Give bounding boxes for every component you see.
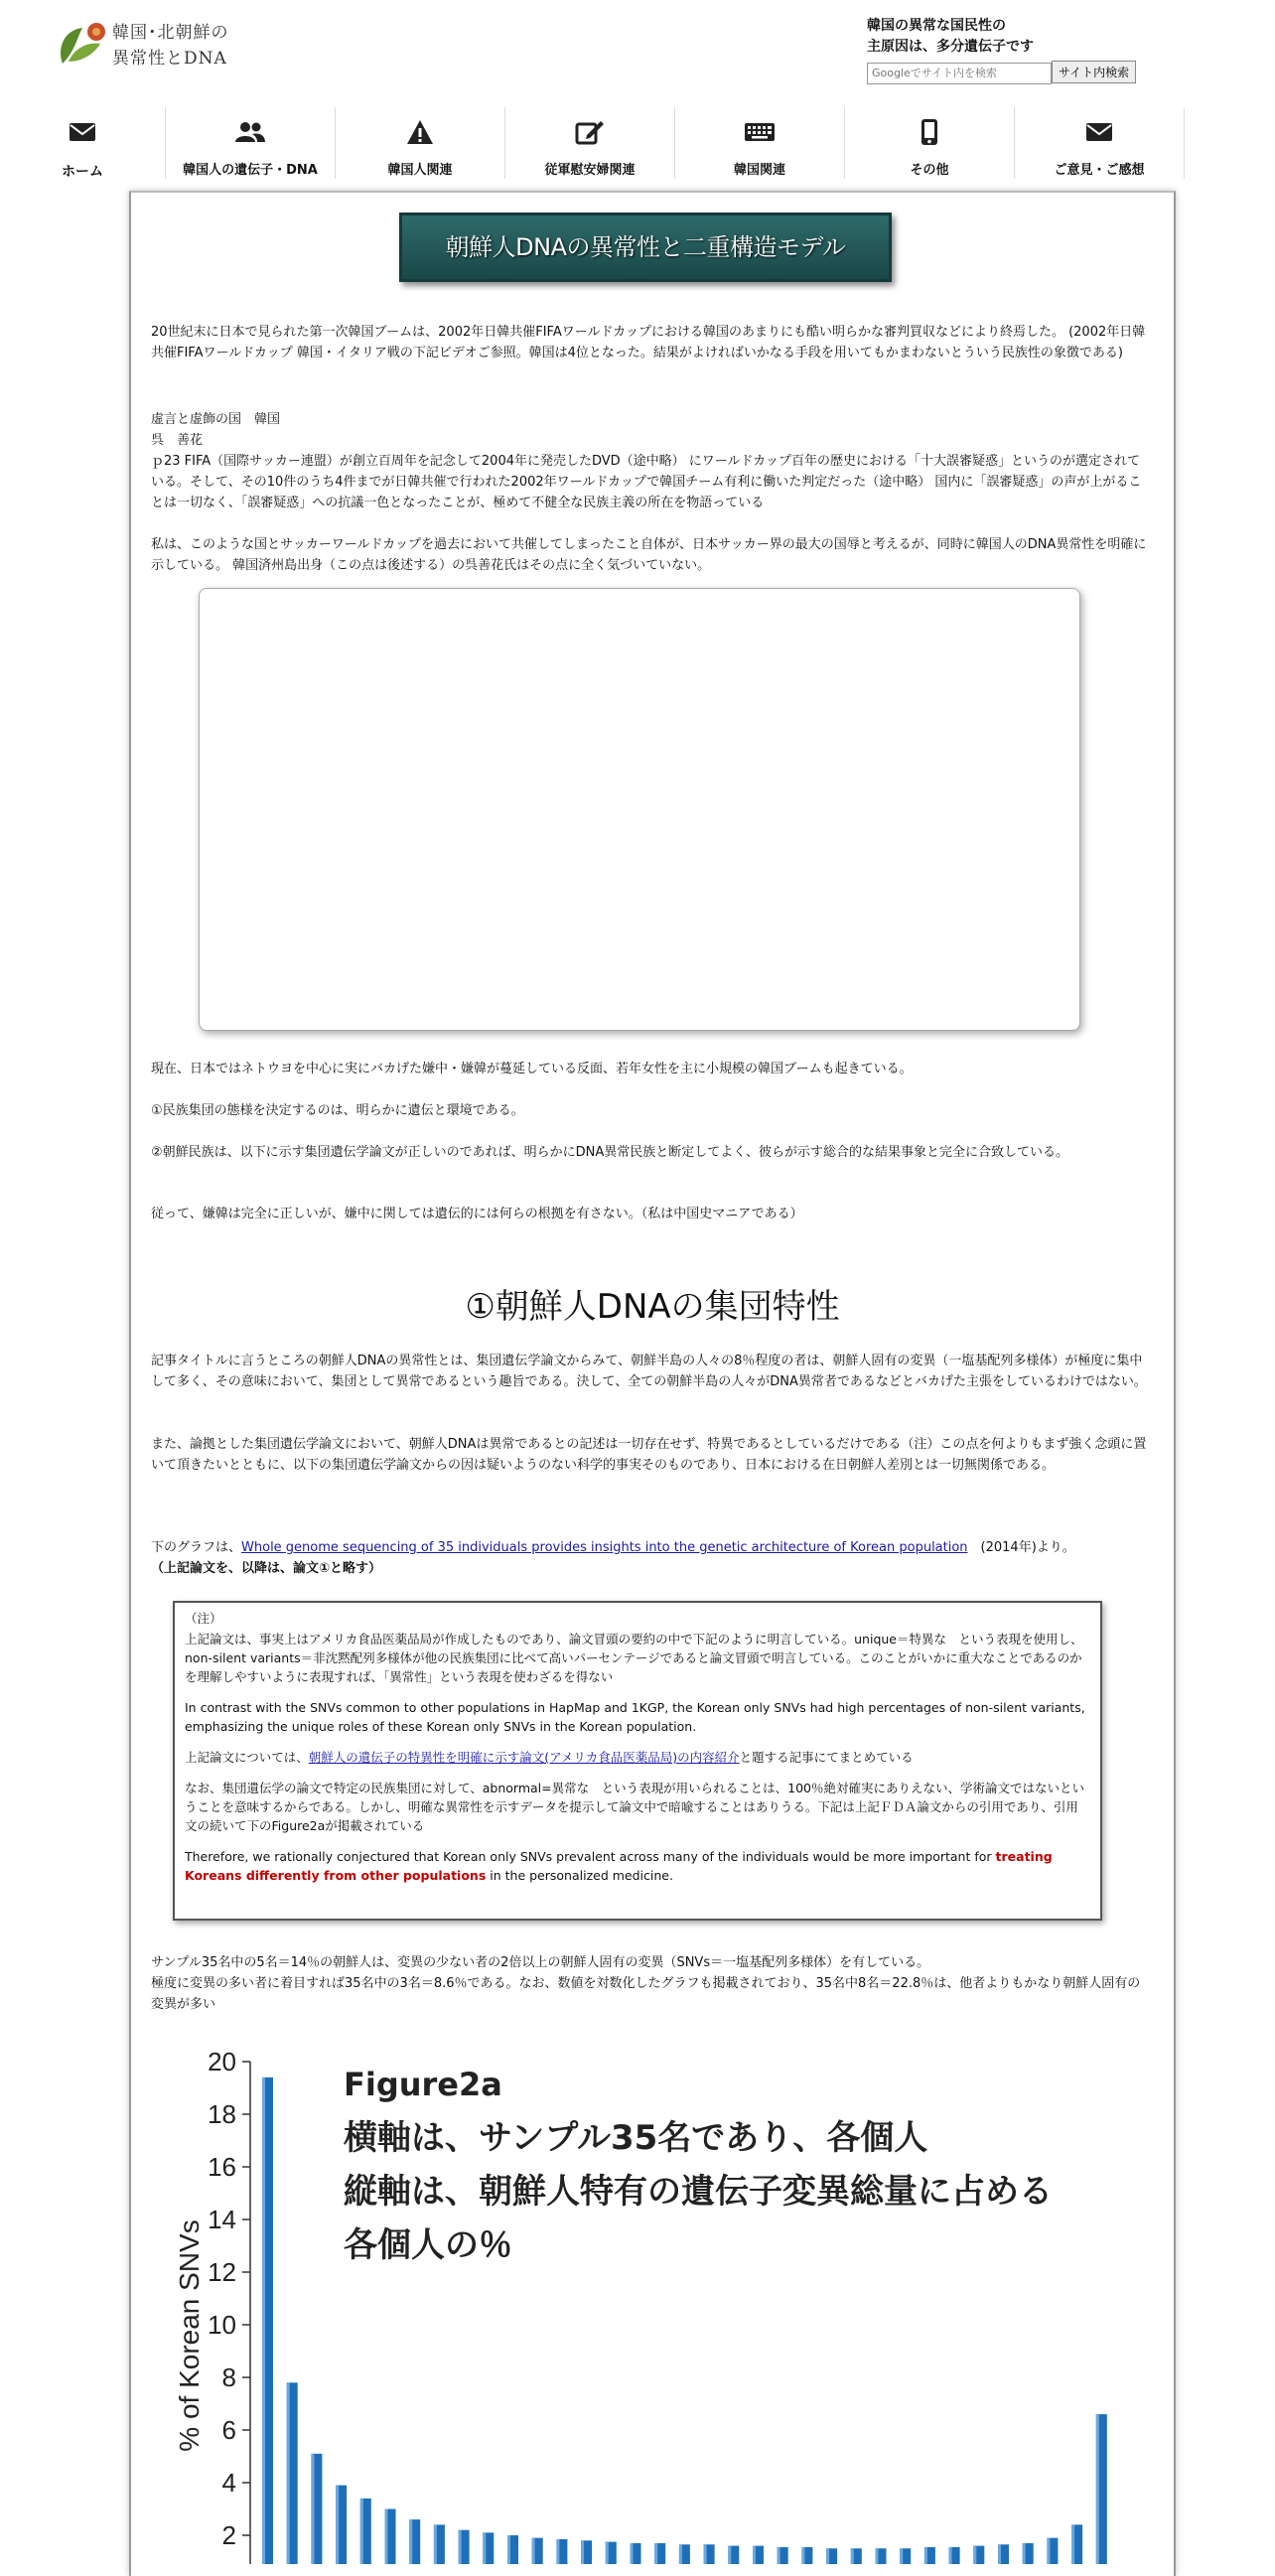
chart-bar-highlight — [631, 2543, 634, 2564]
chart-bar-highlight — [385, 2509, 388, 2565]
nav-item-dna[interactable] — [166, 107, 336, 179]
chart-bar-highlight — [876, 2548, 879, 2564]
y-tick-label: 20 — [208, 2048, 236, 2076]
chart-bar-highlight — [900, 2548, 903, 2564]
tagline-line1: 韓国の異常な国民性の — [867, 18, 1006, 34]
quote-text: in the personalized medicine. — [486, 1868, 673, 1883]
note-box — [173, 1601, 1102, 1921]
source-prefix: 下のグラフは、 — [151, 1540, 242, 1555]
warning-icon — [406, 119, 434, 145]
main-nav — [0, 107, 1188, 182]
section-heading: ①朝鮮人DNAの集団特性 — [465, 1287, 840, 1327]
paragraph-source — [151, 1537, 1149, 1579]
paper-link[interactable]: Whole genome sequencing of 35 individuals provides insights into the genetic architecture of Korean population — [241, 1540, 968, 1555]
quote-body: ｐ23 FIFA（国際サッカー連盟）が創立百周年を記念して2004年に発売したDVD（途中略） にワールドカップ百年の歴史における「十大誤審疑惑」というのが選定されている。そして、その10件のうち4件までが日韓共催で行われた2002年ワールドカップで韓国チーム有利に働いた判定だった（途中略） 国内に「誤審疑惑」の声が上がることは一切なく、「誤審疑惑」への抗議一色となったことが、極めて不健全な民族主義の所在を物語っている — [151, 454, 1142, 510]
site-header — [0, 0, 1275, 99]
abbreviation-note: （上記論文を、以降は、論文①と略す） — [151, 1561, 382, 1576]
chart-bar-highlight — [556, 2539, 559, 2564]
edit-icon — [575, 119, 605, 145]
site-search — [867, 61, 1136, 84]
chart-bar-highlight — [851, 2548, 854, 2564]
summary-article-link[interactable]: 朝鮮人の遺伝子の特異性を明確に示す論文(アメリカ食品医薬品局)の内容紹介 — [308, 1750, 740, 1765]
paragraph-definition: 記事タイトルに言うところの朝鮮人DNAの異常性とは、集団遺伝学論文からみて、朝鮮半島の人々の8％程度の者は、朝鮮人固有の変異（一塩基配列多様体）が極度に集中して多く、その意味において、集団として異常であるという趣旨である。決して、全ての朝鮮半島の人々がDNA異常者であるなどとバカげた主張をしているわけではない。 — [151, 1354, 1147, 1389]
chart-bar-highlight — [973, 2546, 976, 2564]
chart-bar-highlight — [679, 2544, 682, 2564]
nav-label: ホーム — [62, 164, 103, 180]
chart-bar-highlight — [532, 2538, 535, 2564]
nav-item-other[interactable] — [845, 107, 1015, 179]
mail-icon — [1085, 121, 1113, 143]
chart-bar-highlight — [336, 2486, 339, 2564]
nav-item-korea[interactable] — [675, 107, 845, 179]
quote-author: 呉 善花 — [151, 433, 204, 448]
chart-bar-highlight — [924, 2547, 927, 2564]
y-tick-label: 14 — [208, 2205, 236, 2234]
embedded-video[interactable] — [199, 588, 1080, 1031]
users-icon — [234, 120, 266, 144]
nav-label: その他 — [910, 163, 949, 178]
nav-item-comfort-women[interactable] — [505, 107, 675, 179]
nav-item-koreans[interactable] — [336, 107, 505, 179]
note-link-prefix: 上記論文については、 — [185, 1750, 309, 1765]
article-title: 朝鮮人DNAの異常性と二重構造モデル — [399, 213, 892, 282]
y-tick-label: 10 — [208, 2310, 236, 2340]
chart-bar-highlight — [778, 2547, 780, 2564]
chart-bar-highlight — [728, 2546, 731, 2564]
nav-label: 韓国人関連 — [387, 163, 453, 178]
chart-bar-highlight — [998, 2544, 1001, 2564]
figure-title-line: 横軸は、サンプル35名であり、各個人 — [344, 2118, 928, 2158]
y-tick-label: 8 — [221, 2362, 236, 2392]
chart-bar-highlight — [483, 2532, 486, 2564]
chart-bar-highlight — [311, 2454, 314, 2564]
quote-block — [151, 409, 1149, 513]
mobile-icon — [921, 118, 938, 146]
figure-title-line: Figure2a — [344, 2066, 502, 2103]
chart-bar-highlight — [1071, 2524, 1074, 2564]
source-suffix: (2014年)より。 — [967, 1540, 1075, 1555]
note-quote-conclusion — [185, 1847, 1090, 1885]
y-tick-label: 6 — [221, 2415, 236, 2445]
nav-label: 韓国人の遺伝子・DNA — [183, 163, 318, 178]
mail-icon — [69, 121, 96, 143]
y-tick-label: 16 — [208, 2152, 236, 2182]
nav-item-feedback[interactable] — [1015, 107, 1185, 179]
y-tick-label: 18 — [208, 2099, 236, 2129]
search-button[interactable]: サイト内検索 — [1052, 61, 1136, 83]
note-link-suffix: と題する記事にてまとめている — [739, 1750, 914, 1765]
paragraph-sample — [151, 1952, 1149, 2015]
nav-label: 韓国関連 — [733, 163, 785, 178]
chart-bar-highlight — [360, 2499, 363, 2564]
paragraph-conclusion: 従って、嫌韓は完全に正しいが、嫌中に関しては遺伝的には何らの根拠を有さない。（私は中国史マニアである） — [151, 1207, 803, 1221]
chart-bar-highlight — [704, 2544, 707, 2564]
paragraph-intro: 20世紀末に日本で見られた第一次韓国ブームは、2002年日韓共催FIFAワールドカップにおける韓国のあまりにも酷い明らかな審判買収などにより終焉した。 (2002年日韓共催FIFAワールドカップ 韓国・イタリア戦の下記ビデオご参照。韓国は4位となった。結果がよければいかなる手段を用いてもかまわないとういう民族性の象徴である) — [151, 325, 1146, 360]
chart-bar-highlight — [1047, 2538, 1050, 2564]
search-input[interactable] — [867, 63, 1052, 84]
keyboard-icon — [744, 121, 776, 143]
nav-item-home[interactable] — [0, 107, 166, 179]
paragraph-disclaimer: また、論拠とした集団遺伝学論文において、朝鮮人DNAは異常であるとの記述は一切存在せず、特異であるとしているだけである（注）この点を何よりもまず強く念頭に置いて頂きたいとともに、以下の集団遺伝学論文からの因は疑いようのない科学的事実そのものであり、日本における在日朝鮮人差別とは一切無関係である。 — [151, 1437, 1147, 1473]
tagline-line2: 主原因は、多分遺伝子です — [867, 39, 1034, 55]
chart-bar-highlight — [581, 2540, 584, 2564]
site-logo[interactable] — [55, 18, 283, 77]
note-paragraph: なお、集団遺伝学の論文で特定の民族集団に対して、abnormal=異常な という表現が用いられることは、100％絶対確実にありえない、学術論文ではないということを意味するからである。しかし、明確な異常性を示すデータを提示して論文中で暗喩することはありうる。下記は上記ＦＤＡ論文からの引用であり、引用文の続いて下のFigure2aが掲載されている — [185, 1781, 1084, 1833]
chart-bar-highlight — [826, 2548, 829, 2564]
y-axis-label: % of Korean SNVs — [174, 2219, 205, 2452]
figure2a-chart — [149, 2048, 1152, 2564]
note-paragraph-link — [185, 1748, 1090, 1767]
figure-title-line: 縦軸は、朝鮮人特有の遺伝子変異総量に占める — [344, 2172, 1053, 2212]
chart-bar-highlight — [753, 2546, 756, 2564]
y-tick-label: 4 — [221, 2468, 236, 2498]
y-tick-label: 2 — [221, 2520, 236, 2550]
logo-line2: 異常性とDNA — [112, 49, 227, 69]
leaf-logo-icon — [55, 18, 110, 70]
quote-highlight: treating Koreans differently from other populations — [185, 1849, 1053, 1883]
paragraph-point1: ①民族集団の態様を決定するのは、明らかに遺伝と環境である。 — [151, 1103, 524, 1118]
chart-bar-highlight — [949, 2547, 952, 2564]
chart-bar-highlight — [459, 2530, 462, 2564]
chart-bar-highlight — [1023, 2543, 1026, 2564]
note-quote-english: In contrast with the SNVs common to other populations in HapMap and 1KGP, the Korean only SNVs had high percentages of non-silent variants, emphasizing the unique roles of these Korean only SNVs in the Korean population. — [185, 1700, 1085, 1734]
chart-bar-highlight — [801, 2547, 804, 2564]
y-tick-label: 12 — [208, 2257, 236, 2287]
figure-title-line: 各個人の％ — [344, 2225, 512, 2265]
paragraph-point2: ②朝鮮民族は、以下に示す集団遺伝学論文が正しいのであれば、明らかにDNA異常民族と断定してよく、彼らが示す総合的な結果事象と完全に合致している。 — [151, 1145, 1069, 1160]
sample-line2: 極度に変異の多い者に着目すれば35名中の3名＝8.6％である。なお、数値を対数化したグラフも掲載されており、35名中8名＝22.8％は、他者よりもかなり朝鮮人固有の変異が多い — [151, 1976, 1141, 2012]
chart-bar-highlight — [287, 2382, 290, 2564]
chart-bar-highlight — [434, 2524, 437, 2564]
nav-label: 従軍慰安婦関連 — [544, 163, 636, 178]
site-tagline — [867, 16, 1034, 58]
chart-bar-highlight — [409, 2519, 412, 2564]
nav-label: ご意見・ご感想 — [1054, 163, 1145, 178]
paragraph-boom: 現在、日本ではネトウヨを中心に実にバカげた嫌中・嫌韓が蔓延している反面、若年女性を主に小規模の韓国ブームも起きている。 — [151, 1062, 913, 1076]
quote-text: Therefore, we rationally conjectured that Korean only SNVs prevalent across many of the individuals would be more important for — [185, 1849, 996, 1864]
logo-line1: 韓国･北朝鮮の — [112, 23, 229, 43]
note-heading: （注） — [185, 1611, 222, 1626]
chart-bar-highlight — [654, 2543, 657, 2564]
paragraph-opinion: 私は、このような国とサッカーワールドカップを過去において共催してしまったこと自体が、日本サッカー界の最大の国辱と考えるが、同時に韓国人のDNA異常性を明確に示している。 韓国済州島出身（この点は後述する）の呉善花氏はその点に全く気づいていない。 — [151, 537, 1147, 573]
chart-bar-highlight — [606, 2542, 609, 2564]
quote-book-title: 虚言と虚飾の国 韓国 — [151, 412, 281, 427]
chart-bar-highlight — [1096, 2414, 1099, 2564]
note-paragraph: 上記論文は、事実上はアメリカ食品医薬品局が作成したものであり、論文冒頭の要約の中で下記のように明言している。unique＝特異な という表現を使用し、non-silent variants＝非沈黙配列多様体が他の民族集団に比べて高いパーセンテージであると論文冒頭で明言している。このことがいかに重大なことであるのかを理解しやすいように表現すれば、「異常性」という表現を使わざるを得ない — [185, 1632, 1083, 1684]
chart-bar-highlight — [262, 2077, 265, 2564]
sample-line1: サンプル35名中の5名＝14％の朝鮮人は、変異の少ない者の2倍以上の朝鮮人固有の変異（SNVs＝一塩基配列多様体）を有している。 — [151, 1955, 930, 1970]
